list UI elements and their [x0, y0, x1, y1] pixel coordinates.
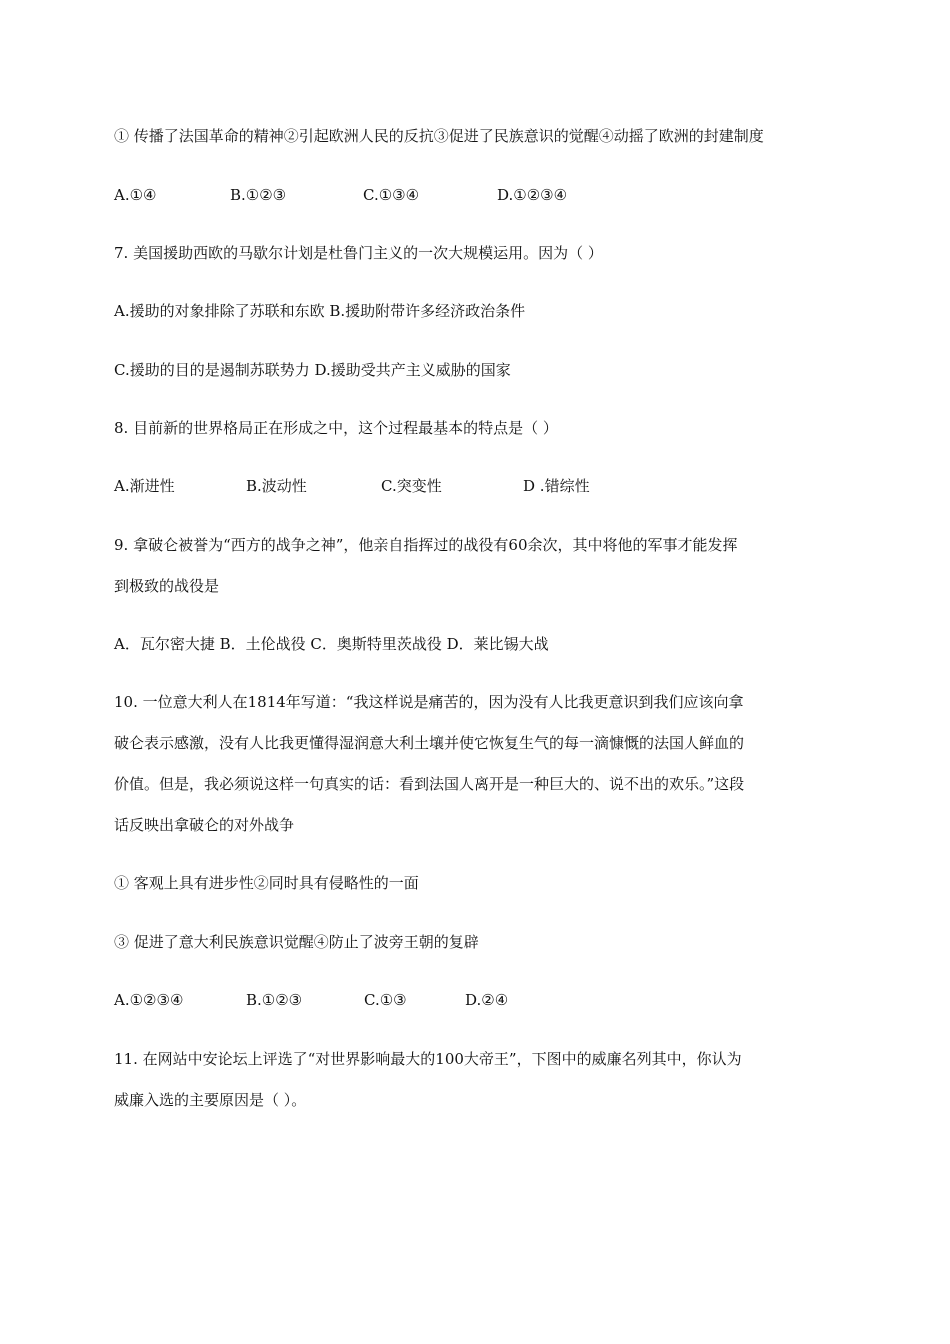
q8-option-a: A.渐进性 [114, 477, 175, 495]
q10-option-a: A.①②③④ [114, 991, 184, 1009]
q10-statements-1: ① 客观上具有进步性②同时具有侵略性的一面 [114, 874, 419, 892]
q10-stem-line-3: 价值。但是，我必须说这样一句真实的话：看到法国人离开是一种巨大的、说不出的欢乐。”这段 [114, 775, 745, 793]
q9-stem-line-2: 到极致的战役是 [114, 577, 220, 595]
q10-option-b: B.①②③ [246, 991, 303, 1009]
q11-stem-line-2: 威廉入选的主要原因是（ ）。 [114, 1091, 307, 1109]
q9-stem-line-1: 9. 拿破仑被誉为“西方的战争之神”，他亲自指挥过的战役有60余次，其中将他的军事才能发挥 [114, 536, 738, 554]
q8-option-b: B.波动性 [246, 477, 307, 495]
q11-stem-line-1: 11. 在网站中安论坛上评选了“对世界影响最大的100大帝王”，下图中的威廉名列其中，你认为 [114, 1050, 742, 1068]
q10-stem-line-1: 10. 一位意大利人在1814年写道：“我这样说是痛苦的，因为没有人比我更意识到我们应该向拿 [114, 693, 744, 711]
q6-option-a: A.①④ [114, 186, 157, 204]
q6-statements: ① 传播了法国革命的精神②引起欧洲人民的反抗③促进了民族意识的觉醒④动摇了欧洲的封建制度 [114, 127, 764, 145]
q7-stem: 7. 美国援助西欧的马歇尔计划是杜鲁门主义的一次大规模运用。因为（ ） [114, 244, 603, 262]
q7-options-line-2: C.援助的目的是遏制苏联势力 D.援助受共产主义威胁的国家 [114, 361, 511, 379]
q10-statements-2: ③ 促进了意大利民族意识觉醒④防止了波旁王朝的复辟 [114, 933, 479, 951]
q10-stem-line-2: 破仑表示感激，没有人比我更懂得湿润意大利土壤并使它恢复生气的每一滴慷慨的法国人鲜血的 [114, 734, 745, 752]
q9-options: A．瓦尔密大捷 B．土伦战役 C．奥斯特里茨战役 D．莱比锡大战 [114, 635, 549, 653]
q10-stem-line-4: 话反映出拿破仑的对外战争 [114, 816, 295, 834]
q6-option-c: C.①③④ [363, 186, 420, 204]
q7-options-line-1: A.援助的对象排除了苏联和东欧 B.援助附带许多经济政治条件 [114, 302, 526, 320]
q8-option-c: C.突变性 [381, 477, 442, 495]
q6-option-b: B.①②③ [230, 186, 287, 204]
q8-option-d: D .错综性 [523, 477, 590, 495]
q8-stem: 8. 目前新的世界格局正在形成之中，这个过程最基本的特点是（ ） [114, 419, 558, 437]
q10-option-d: D.②④ [465, 991, 509, 1009]
q6-option-d: D.①②③④ [497, 186, 568, 204]
q10-option-c: C.①③ [364, 991, 407, 1009]
